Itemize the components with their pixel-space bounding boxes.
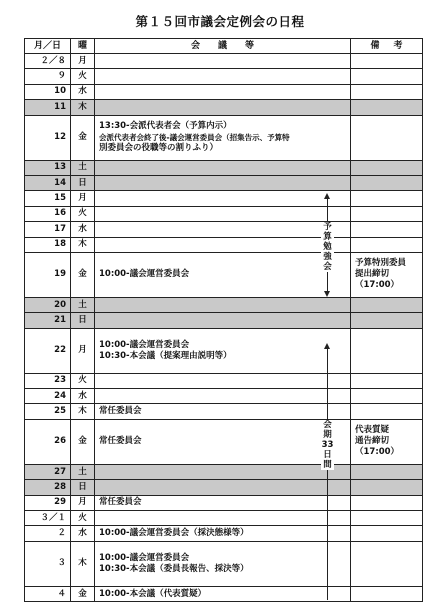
agenda-line: 常任委員会 — [99, 436, 142, 447]
table-row — [25, 328, 423, 373]
row-date: 21 — [25, 313, 71, 328]
row-agenda — [95, 222, 351, 237]
row-agenda — [95, 541, 351, 586]
table-row — [25, 84, 423, 99]
table-row — [25, 419, 423, 464]
row-note — [351, 297, 423, 312]
row-weekday: 月 — [71, 54, 95, 69]
table-row — [25, 237, 423, 252]
row-date: 10 — [25, 84, 71, 99]
table-row — [25, 54, 423, 69]
row-weekday: 土 — [71, 297, 95, 312]
row-agenda — [95, 297, 351, 312]
row-date: 29 — [25, 495, 71, 510]
row-date: 12 — [25, 115, 71, 160]
table-row — [25, 222, 423, 237]
row-weekday: 水 — [71, 389, 95, 404]
row-agenda — [95, 328, 351, 373]
table-row — [25, 191, 423, 206]
row-weekday: 木 — [71, 100, 95, 115]
header-dow: 曜 — [71, 39, 95, 54]
row-note — [351, 115, 423, 160]
table-row — [25, 206, 423, 221]
row-agenda — [95, 115, 351, 160]
row-weekday: 水 — [71, 526, 95, 541]
session-period-label: 会期33日間 — [321, 420, 334, 470]
row-date: 18 — [25, 237, 71, 252]
table-row — [25, 160, 423, 175]
table-row — [25, 464, 423, 479]
row-weekday: 日 — [71, 175, 95, 190]
row-agenda — [95, 389, 351, 404]
row-note — [351, 160, 423, 175]
row-date: ３ — [25, 541, 71, 586]
row-weekday: 月 — [71, 191, 95, 206]
arrow-up-icon — [324, 193, 330, 199]
table-row — [25, 115, 423, 160]
row-agenda — [95, 404, 351, 419]
note-line: 提出締切 — [355, 269, 390, 280]
row-date: ９ — [25, 69, 71, 84]
row-weekday: 火 — [71, 206, 95, 221]
row-date: 15 — [25, 191, 71, 206]
row-date: 14 — [25, 175, 71, 190]
row-weekday: 木 — [71, 237, 95, 252]
row-note — [351, 373, 423, 388]
agenda-line: 別委員会の役職等の割りふり） — [99, 143, 219, 154]
table-row — [25, 313, 423, 328]
budget-study-label: 予算勉強会 — [321, 222, 334, 272]
row-note — [351, 54, 423, 69]
table-row — [25, 480, 423, 495]
table-row — [25, 404, 423, 419]
row-agenda — [95, 84, 351, 99]
row-agenda — [95, 252, 351, 297]
row-date: 27 — [25, 464, 71, 479]
row-weekday: 木 — [71, 404, 95, 419]
row-agenda — [95, 313, 351, 328]
row-date: 19 — [25, 252, 71, 297]
row-note — [351, 237, 423, 252]
row-agenda — [95, 419, 351, 464]
row-weekday: 日 — [71, 480, 95, 495]
row-weekday: 日 — [71, 313, 95, 328]
agenda-line: 10:00-本会議（代表質疑） — [99, 588, 207, 599]
row-note — [351, 541, 423, 586]
row-date: 13 — [25, 160, 71, 175]
table-row — [25, 495, 423, 510]
row-note — [351, 511, 423, 526]
row-agenda — [95, 100, 351, 115]
row-note — [351, 389, 423, 404]
row-date: 20 — [25, 297, 71, 312]
row-agenda — [95, 175, 351, 190]
row-agenda — [95, 373, 351, 388]
row-note — [351, 252, 423, 297]
row-note — [351, 206, 423, 221]
row-date: ２ — [25, 526, 71, 541]
row-note — [351, 175, 423, 190]
row-date: 23 — [25, 373, 71, 388]
row-weekday: 土 — [71, 464, 95, 479]
table-row — [25, 373, 423, 388]
row-note — [351, 480, 423, 495]
header-note: 備考 — [351, 39, 423, 54]
row-weekday: 木 — [71, 541, 95, 586]
table-row — [25, 252, 423, 297]
table-row — [25, 175, 423, 190]
schedule-table — [24, 38, 423, 602]
row-note — [351, 191, 423, 206]
row-date: ２／８ — [25, 54, 71, 69]
row-weekday: 水 — [71, 84, 95, 99]
note-line: 代表質疑 — [355, 425, 390, 436]
agenda-line: 10:00-議会運営委員会 — [99, 339, 190, 350]
row-date: 26 — [25, 419, 71, 464]
row-note — [351, 464, 423, 479]
note-line: （17:00） — [355, 447, 400, 458]
row-date: 16 — [25, 206, 71, 221]
row-date: 25 — [25, 404, 71, 419]
row-note — [351, 419, 423, 464]
page-title: 第１５回市議会定例会の日程 — [135, 14, 305, 29]
agenda-line: 10:30-本会議（委員長報告、採決等） — [99, 563, 249, 574]
agenda-line: 10:00-議会運営委員会 — [99, 552, 190, 563]
row-date: 28 — [25, 480, 71, 495]
row-note — [351, 100, 423, 115]
row-weekday: 金 — [71, 115, 95, 160]
row-note — [351, 69, 423, 84]
row-weekday: 金 — [71, 419, 95, 464]
row-agenda — [95, 206, 351, 221]
row-note — [351, 526, 423, 541]
note-line: 通告締切 — [355, 436, 390, 447]
row-agenda — [95, 237, 351, 252]
row-note — [351, 222, 423, 237]
agenda-line: 会派代表者会終了後-議会運営委員会（招集告示、予算特 — [99, 133, 290, 143]
row-weekday: 月 — [71, 328, 95, 373]
row-weekday: 火 — [71, 373, 95, 388]
row-agenda — [95, 480, 351, 495]
row-agenda — [95, 586, 351, 601]
row-weekday: 水 — [71, 222, 95, 237]
row-date: ３／１ — [25, 511, 71, 526]
header-agenda: 会議等 — [95, 39, 351, 54]
row-note — [351, 586, 423, 601]
row-agenda — [95, 69, 351, 84]
row-note — [351, 495, 423, 510]
row-note — [351, 313, 423, 328]
row-weekday: 月 — [71, 495, 95, 510]
agenda-line: 13:30-会派代表者会（予算内示） — [99, 121, 232, 132]
table-row — [25, 511, 423, 526]
agenda-line: 常任委員会 — [99, 497, 142, 508]
agenda-line: 10:30-本会議（提案理由説明等） — [99, 350, 232, 361]
row-weekday: 土 — [71, 160, 95, 175]
row-agenda — [95, 495, 351, 510]
table-header-row — [25, 39, 423, 54]
row-date: 22 — [25, 328, 71, 373]
row-agenda — [95, 160, 351, 175]
arrow-down-icon — [324, 291, 330, 297]
note-line: 予算特別委員 — [355, 258, 407, 269]
table-row — [25, 297, 423, 312]
row-weekday: 火 — [71, 511, 95, 526]
row-agenda — [95, 464, 351, 479]
row-weekday: 火 — [71, 69, 95, 84]
row-agenda — [95, 526, 351, 541]
table-row — [25, 100, 423, 115]
table-row — [25, 389, 423, 404]
agenda-line: 常任委員会 — [99, 406, 142, 417]
arrow-up-icon — [324, 343, 330, 349]
table-row — [25, 526, 423, 541]
row-date: 11 — [25, 100, 71, 115]
table-row — [25, 541, 423, 586]
table-row — [25, 586, 423, 601]
row-weekday: 金 — [71, 252, 95, 297]
session-period-arrow — [327, 348, 328, 600]
note-line: （17:00） — [355, 280, 400, 291]
agenda-line: 10:00-議会運営委員会 — [99, 269, 190, 280]
header-date: 月／日 — [25, 39, 71, 54]
row-agenda — [95, 54, 351, 69]
row-weekday: 金 — [71, 586, 95, 601]
row-date: 17 — [25, 222, 71, 237]
row-date: ４ — [25, 586, 71, 601]
agenda-line: 10:00-議会運営委員会（採決態様等） — [99, 528, 249, 539]
row-note — [351, 328, 423, 373]
row-agenda — [95, 191, 351, 206]
row-date: 24 — [25, 389, 71, 404]
row-note — [351, 404, 423, 419]
row-agenda — [95, 511, 351, 526]
table-row — [25, 69, 423, 84]
row-note — [351, 84, 423, 99]
